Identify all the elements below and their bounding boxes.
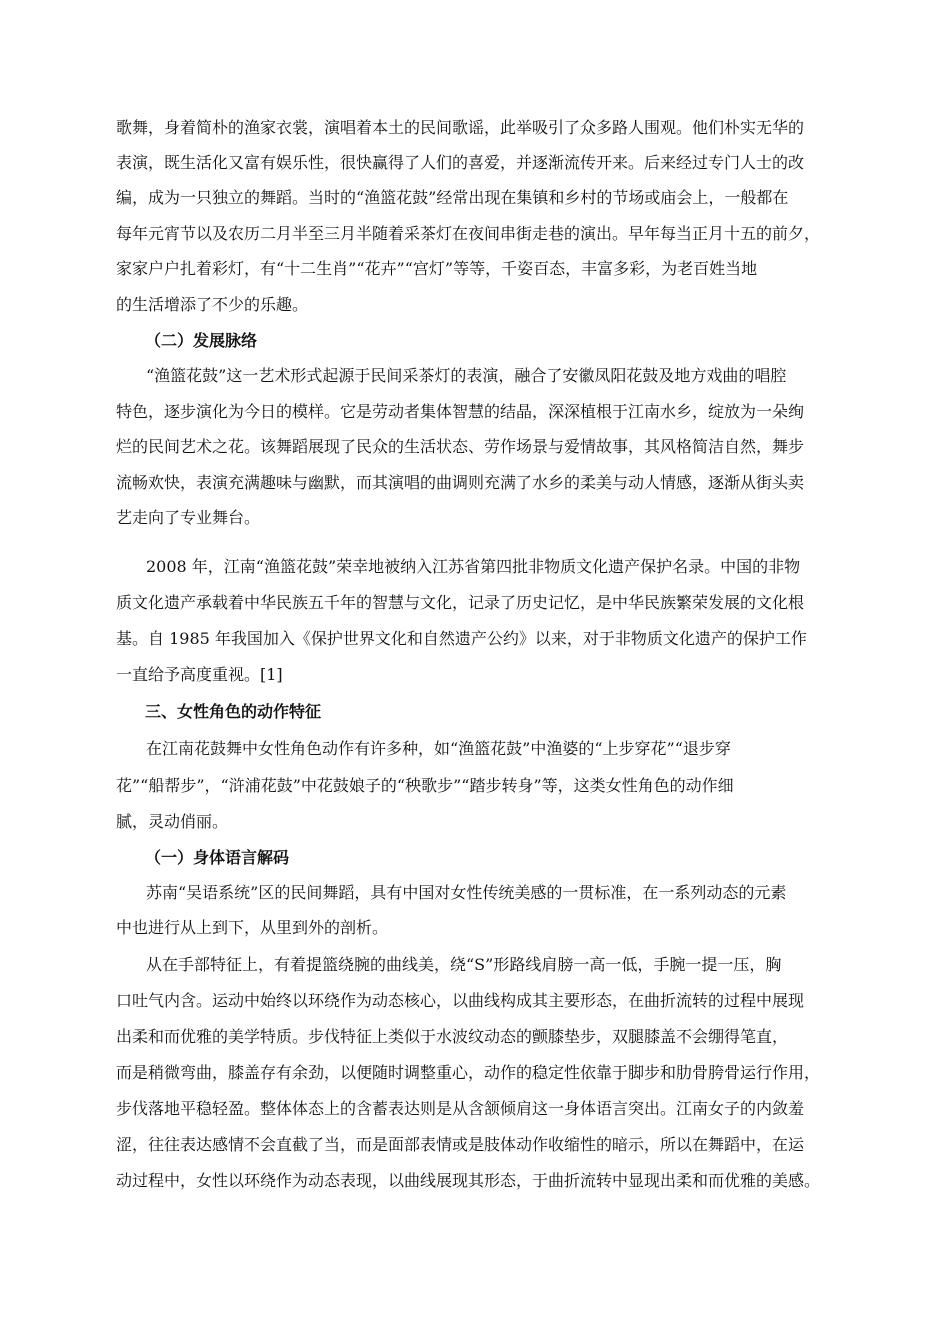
text-line: 艺走向了专业舞台。 bbox=[116, 508, 261, 527]
text-line: 的生活增添了不少的乐趣。 bbox=[116, 295, 309, 314]
text-line: 特色，逐步演化为今日的模样。它是劳动者集体智慧的结晶，深深植根于江南水乡，绽放为一朵绚 bbox=[116, 402, 805, 421]
text-line: 歌舞，身着简朴的渔家衣裳，演唱着本土的民间歌谣，此举吸引了众多路人围观。他们朴实无华的 bbox=[116, 118, 805, 137]
text-line: 家家户户扎着彩灯，有“十二生肖”“花卉”“宫灯”等等，千姿百态，丰富多彩，为老百姓当地 bbox=[116, 259, 758, 278]
text-line: 基。自 1985 年我国加入《保护世界文化和自然遗产公约》以来，对于非物质文化遗产的保护工作 bbox=[116, 629, 807, 648]
text-line: 而是稍微弯曲，膝盖存有余劲，以便随时调整重心，动作的稳定性依靠于脚步和肋骨胯骨运行作用， bbox=[116, 1063, 821, 1082]
section-heading-body-language: （一）身体语言解码 bbox=[145, 848, 290, 867]
text-line: 流畅欢快，表演充满趣味与幽默，而其演唱的曲调则充满了水乡的柔美与动人情感，逐渐从街头卖 bbox=[116, 473, 805, 492]
text-line: 从在手部特征上，有着提篮绕腕的曲线美，绕“S”形路线肩膀一高一低，手腕一提一压，胸 bbox=[146, 955, 782, 974]
text-line: 步伐落地平稳轻盈。整体体态上的含蓄表达则是从含颔倾肩这一身体语言突出。江南女子的内敛羞 bbox=[116, 1099, 805, 1118]
text-line: 涩，往往表达感情不会直截了当，而是面部表情或是肢体动作收缩性的暗示，所以在舞蹈中，在运 bbox=[116, 1135, 805, 1154]
text-line: 质文化遗产承载着中华民族五千年的智慧与文化，记录了历史记忆，是中华民族繁荣发展的文化根 bbox=[116, 593, 805, 612]
text-line: 一直给予高度重视。[1] bbox=[116, 665, 283, 684]
text-line: 烂的民间艺术之花。该舞蹈展现了民众的生活状态、劳作场景与爱情故事，其风格简洁自然，舞步 bbox=[116, 437, 805, 456]
text-line: 动过程中，女性以环绕作为动态表现，以曲线展现其形态，于曲折流转中显现出柔和而优雅的美感。 bbox=[116, 1171, 821, 1190]
text-line: 腻，灵动俏丽。 bbox=[116, 812, 229, 831]
section-heading-development: （二）发展脉络 bbox=[145, 331, 258, 350]
section-heading-female-role: 三、女性角色的动作特征 bbox=[145, 702, 322, 721]
text-line: 苏南“吴语系统”区的民间舞蹈，具有中国对女性传统美感的一贯标准，在一系列动态的元素 bbox=[146, 883, 787, 902]
text-line: 中也进行从上到下，从里到外的剖析。 bbox=[116, 918, 389, 937]
text-line: 出柔和而优雅的美学特质。步伐特征上类似于水波纹动态的颤膝垫步，双腿膝盖不会绷得笔直， bbox=[116, 1027, 789, 1046]
text-line: 口吐气内含。运动中始终以环绕作为动态核心，以曲线构成其主要形态，在曲折流转的过程中展现 bbox=[116, 991, 805, 1010]
text-line: 在江南花鼓舞中女性角色动作有许多种，如“渔篮花鼓”中渔婆的“上步穿花”“退步穿 bbox=[146, 739, 731, 758]
text-line: 2008 年，江南“渔篮花鼓”荣幸地被纳入江苏省第四批非物质文化遗产保护名录。中国的非物 bbox=[146, 557, 801, 576]
text-line: 每年元宵节以及农历二月半至三月半随着采茶灯在夜间串街走巷的演出。早年每当正月十五的前夕， bbox=[116, 224, 821, 243]
text-line: 表演，既生活化又富有娱乐性，很快赢得了人们的喜爱，并逐渐流传开来。后来经过专门人士的改 bbox=[116, 153, 805, 172]
text-line: 花”“船帮步”，“浒浦花鼓”中花鼓娘子的“秧歌步”“踏步转身”等，这类女性角色的动作细 bbox=[116, 776, 734, 795]
text-line: “渔篮花鼓”这一艺术形式起源于民间采茶灯的表演，融合了安徽凤阳花鼓及地方戏曲的唱腔 bbox=[146, 366, 787, 385]
text-line: 编，成为一只独立的舞蹈。当时的“渔篮花鼓”经常出现在集镇和乡村的节场或庙会上，一般都在 bbox=[116, 188, 789, 207]
